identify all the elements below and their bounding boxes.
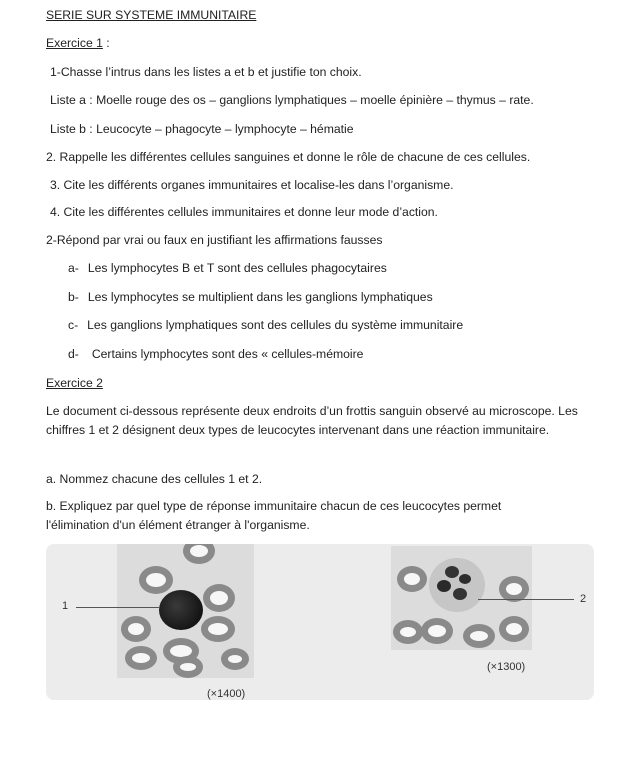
- micrograph-granulocyte: [391, 546, 532, 650]
- exercise-1-heading-colon: :: [102, 36, 110, 50]
- granulocyte-nucleus-lobe: [459, 574, 471, 584]
- granulocyte-nucleus-lobe: [453, 588, 467, 600]
- granulocyte-nucleus-lobe: [437, 580, 451, 592]
- ex1-line-liste-b: Liste b : Leucocyte – phagocyte – lymphocyte – hématie: [50, 122, 354, 136]
- granulocyte-cell: [429, 558, 485, 612]
- ex2-question-a: a. Nommez chacune des cellules 1 et 2.: [46, 472, 263, 486]
- red-blood-cell: [499, 616, 529, 642]
- ex1-line-q3: 3. Cite les différents organes immunitaires et localise-les dans l’organisme.: [50, 178, 454, 192]
- ex1-line-vrai-faux: 2-Répond par vrai ou faux en justifiant les affirmations fausses: [46, 233, 383, 247]
- red-blood-cell: [139, 566, 173, 594]
- list-item-letter: b-: [68, 290, 79, 304]
- list-item-text: Les lymphocytes B et T sont des cellules phagocytaires: [87, 261, 387, 275]
- granulocyte-nucleus-lobe: [445, 566, 459, 578]
- red-blood-cell: [203, 584, 235, 612]
- list-item-text: Certains lymphocytes sont des « cellules-mémoire: [91, 347, 364, 361]
- list-item: [68, 317, 463, 334]
- red-blood-cell: [463, 624, 495, 648]
- list-item-text: Les lymphocytes se multiplient dans les ganglions lymphatiques: [87, 290, 433, 304]
- red-blood-cell: [397, 566, 427, 592]
- list-item-letter: a-: [68, 261, 79, 275]
- list-item-letter: c-: [68, 318, 79, 332]
- ex1-line-q2: 2. Rappelle les différentes cellules sanguines et donne le rôle de chacune de ces cellules.: [46, 150, 531, 164]
- micrograph-lymphocyte: [117, 544, 254, 678]
- red-blood-cell: [221, 648, 249, 670]
- ex2-question-b: b. Expliquez par quel type de réponse immunitaire chacun de ces leucocytes permet l'élimination d'un élément étranger à l'organisme.: [46, 499, 502, 532]
- magnification-1: (×1400): [207, 688, 246, 700]
- list-item: [68, 289, 433, 306]
- ex2-paragraph: Le document ci-dessous représente deux endroits d’un frottis sanguin observé au microscope. Les chiffres 1 et 2 désignent deux types de leucocytes intervenant dans une réaction immunitaire.: [46, 404, 578, 437]
- lymphocyte-cell: [159, 590, 203, 630]
- label-1-leader-line: [76, 607, 160, 608]
- label-1: 1: [62, 600, 69, 612]
- magnification-2: (×1300): [487, 661, 526, 673]
- ex1-line-q4: 4. Cite les différentes cellules immunitaires et donne leur mode d’action.: [50, 205, 438, 219]
- label-2: 2: [580, 593, 587, 605]
- red-blood-cell: [183, 544, 215, 564]
- list-item-letter: d-: [68, 347, 79, 361]
- list-item-text: Les ganglions lymphatiques sont des cellules du système immunitaire: [87, 318, 464, 332]
- red-blood-cell: [421, 618, 453, 644]
- list-item: [68, 260, 387, 277]
- red-blood-cell: [125, 646, 157, 670]
- list-item: [68, 346, 363, 363]
- red-blood-cell: [173, 656, 203, 678]
- ex1-line-liste-a: Liste a : Moelle rouge des os – ganglions lymphatiques – moelle épinière – thymus – rate.: [50, 93, 534, 107]
- exercise-1-heading-text: Exercice 1: [46, 36, 103, 50]
- label-2-leader-line: [478, 599, 574, 600]
- red-blood-cell: [393, 620, 423, 644]
- exercise-2-heading: Exercice 2: [46, 376, 103, 390]
- exercise-1-heading: [46, 35, 110, 52]
- ex1-line-1: 1-Chasse l’intrus dans les listes a et b et justifie ton choix.: [50, 65, 362, 79]
- worksheet-title: SERIE SUR SYSTEME IMMUNITAIRE: [46, 8, 257, 22]
- red-blood-cell: [121, 616, 151, 642]
- red-blood-cell: [201, 616, 235, 642]
